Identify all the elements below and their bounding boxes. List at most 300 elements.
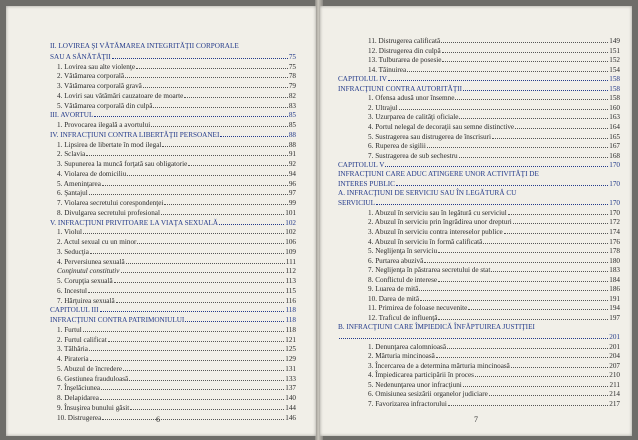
toc-entry-page: 140 bbox=[285, 394, 296, 402]
dot-leader bbox=[102, 179, 288, 186]
dot-leader bbox=[447, 342, 608, 349]
toc-entry-title: 5. Neglijenţa în serviciu bbox=[368, 247, 438, 256]
toc-entry bbox=[57, 227, 296, 236]
toc-heading bbox=[50, 110, 296, 119]
toc-entry-title: 6. Omisiunea sesizării organelor judiciare bbox=[368, 390, 488, 399]
dot-leader bbox=[240, 42, 295, 48]
toc-entry bbox=[368, 370, 620, 379]
toc-entry-page: 75 bbox=[288, 52, 296, 61]
toc-entry-page: 82 bbox=[288, 91, 296, 100]
toc-entry-page: 91 bbox=[288, 150, 296, 159]
dot-leader bbox=[463, 380, 609, 387]
toc-heading bbox=[50, 315, 296, 324]
toc-entry bbox=[368, 313, 620, 322]
toc-entry-page: 102 bbox=[285, 218, 296, 227]
toc-entry-page: 170 bbox=[609, 180, 620, 189]
toc-entry-title: 6. Şantajul bbox=[57, 189, 88, 198]
toc-entry-title: 8. Conflictul de interese bbox=[368, 275, 438, 284]
toc-entry bbox=[368, 151, 620, 160]
dot-leader bbox=[517, 189, 619, 195]
toc-entry-title: INTERES PUBLIC bbox=[338, 180, 395, 189]
toc-entry-title: 8. Delapidarea bbox=[57, 394, 99, 402]
toc-entry-page: 101 bbox=[285, 208, 296, 217]
dot-leader bbox=[94, 110, 287, 117]
toc-entry-page: 115 bbox=[285, 286, 296, 295]
dot-leader bbox=[161, 208, 284, 215]
toc-entry bbox=[57, 169, 296, 178]
toc-entry-title: 3. Uzurparea de calităţi oficiale bbox=[368, 113, 459, 122]
toc-entry-page: 183 bbox=[609, 266, 620, 275]
toc-entry-title: 7. Favorizarea infractorului bbox=[368, 399, 447, 408]
toc-heading bbox=[338, 160, 620, 169]
toc-heading bbox=[338, 198, 620, 207]
dot-leader bbox=[419, 284, 608, 291]
toc-entry bbox=[57, 296, 296, 305]
toc-entry-title: 11. Primirea de foloase necuvenite bbox=[368, 304, 468, 313]
toc-entry bbox=[368, 55, 620, 64]
toc-entry-title: 2. Mărturia mincinoasă bbox=[368, 352, 435, 361]
toc-entry-title: 2. Furtul calificat bbox=[57, 335, 107, 344]
toc-entry-title: 4. Loviri sau vătămări cauzatoare de moarte bbox=[57, 91, 184, 100]
toc-entry bbox=[57, 364, 296, 373]
dot-leader bbox=[463, 84, 608, 91]
toc-entry bbox=[57, 266, 296, 275]
toc-entry-title: Conţinutul constitutiv bbox=[57, 267, 120, 276]
dot-leader bbox=[102, 413, 284, 420]
toc-entry-title: 5. Vătămarea corporală din culpă bbox=[57, 101, 153, 110]
toc-entry-title: 7. Violarea secretului corespondenţei bbox=[57, 199, 164, 207]
toc-entry-page: 118 bbox=[285, 316, 296, 324]
dot-leader bbox=[385, 160, 608, 167]
toc-entry-page: 88 bbox=[288, 130, 296, 139]
toc-entry bbox=[57, 237, 296, 246]
toc-entry bbox=[57, 149, 296, 158]
toc-entry-page: 137 bbox=[285, 384, 296, 393]
toc-entry-page: 210 bbox=[609, 371, 620, 380]
toc-entry-title: SAU A SĂNĂTĂŢII bbox=[50, 52, 111, 61]
toc-entry-title: 9. Însuşirea bunului găsit bbox=[57, 403, 130, 412]
toc-entry-page: 99 bbox=[288, 199, 296, 207]
toc-entry-page: 184 bbox=[609, 275, 620, 284]
toc-entry-title: 1. Furtul bbox=[57, 325, 82, 334]
toc-entry-page: 75 bbox=[288, 62, 296, 71]
toc-entry bbox=[368, 112, 620, 121]
toc-entry-page: 176 bbox=[609, 237, 620, 246]
toc-entry-title: 1. Lipsirea de libertate în mod ilegal bbox=[57, 140, 162, 149]
dot-leader bbox=[438, 275, 608, 282]
toc-entry-title: 4. Pirateria bbox=[57, 355, 89, 363]
toc-entry-page: 146 bbox=[285, 413, 296, 422]
dot-leader bbox=[399, 103, 609, 110]
toc-entry-title: INFRACŢIUNI CARE ADUC ATINGERE UNOR ACTIVITĂŢI DE bbox=[338, 169, 539, 178]
toc-entry-page: 79 bbox=[288, 82, 296, 90]
toc-heading bbox=[338, 179, 620, 188]
toc-entry bbox=[368, 265, 620, 274]
toc-entry bbox=[368, 65, 620, 74]
toc-entry bbox=[57, 257, 296, 266]
dot-leader bbox=[188, 159, 287, 166]
dot-leader bbox=[438, 313, 608, 320]
dot-leader bbox=[508, 208, 608, 215]
toc-entry-page: 191 bbox=[609, 294, 620, 303]
toc-entry bbox=[368, 122, 620, 131]
toc-entry bbox=[368, 303, 620, 312]
toc-entry-page: 78 bbox=[288, 72, 296, 81]
toc-entry-page: 201 bbox=[609, 333, 620, 342]
dot-leader bbox=[388, 74, 608, 81]
toc-entry bbox=[57, 91, 296, 100]
dot-leader bbox=[137, 237, 284, 244]
dot-leader bbox=[130, 403, 284, 410]
toc-entry-page: 96 bbox=[288, 179, 296, 188]
dot-leader bbox=[219, 218, 284, 225]
toc-entry bbox=[368, 217, 620, 226]
toc-entry-page: 113 bbox=[285, 277, 296, 285]
toc-entry-title: 10. Darea de mită bbox=[368, 294, 420, 303]
toc-entry bbox=[57, 393, 296, 402]
dot-leader bbox=[108, 335, 285, 342]
dot-leader bbox=[436, 351, 608, 358]
dot-leader bbox=[492, 132, 608, 139]
toc-entry-title: 2. Actul sexual cu un minor bbox=[57, 238, 137, 246]
toc-entry-title: V. INFRACŢIUNI PRIVITOARE LA VIAŢA SEXUALĂ bbox=[50, 218, 219, 227]
toc-entry-page: 170 bbox=[609, 161, 620, 170]
toc-entry bbox=[368, 46, 620, 55]
toc-entry-page: 167 bbox=[609, 142, 620, 151]
toc-entry-page: 170 bbox=[609, 199, 620, 208]
toc-entry bbox=[368, 93, 620, 102]
toc-entry-page: 151 bbox=[609, 46, 620, 55]
toc-entry-title: 3. Tâlhăria bbox=[57, 345, 88, 354]
dot-leader bbox=[442, 55, 608, 62]
toc-heading bbox=[338, 74, 620, 83]
toc-entry-title: 4. Perversiunea sexuală bbox=[57, 257, 125, 266]
toc-entry-title: 4. Abuzul în serviciu în formă calificată bbox=[368, 237, 483, 246]
toc-entry-title: 2. Abuzul în serviciu prin îngrădirea unor drepturi bbox=[368, 218, 512, 227]
dot-leader bbox=[123, 364, 284, 371]
toc-heading bbox=[50, 305, 296, 314]
toc-entry bbox=[368, 208, 620, 217]
toc-entry-title: 5. Abuzul de încredere bbox=[57, 364, 123, 373]
toc-entry-page: 158 bbox=[609, 75, 620, 84]
toc-entry-title: 1. Violul bbox=[57, 228, 82, 237]
dot-leader bbox=[125, 71, 288, 78]
toc-entry-title: B. INFRACŢIUNI CARE ÎMPIEDICĂ ÎNFĂPTUIREA JUSTIŢIEI bbox=[338, 322, 535, 331]
dot-leader bbox=[442, 46, 609, 53]
toc-entry-title: 3. Vătămarea corporală gravă bbox=[57, 82, 142, 90]
dot-leader bbox=[116, 296, 285, 303]
dot-leader bbox=[491, 265, 608, 272]
toc-entry-page: 112 bbox=[285, 267, 296, 276]
toc-entry-page: 109 bbox=[285, 247, 296, 256]
toc-entry-title: 10. Distrugerea bbox=[57, 413, 102, 422]
toc-entry bbox=[368, 256, 620, 265]
toc-entry-title: A. INFRACŢIUNI DE SERVICIU SAU ÎN LEGĂTURĂ CU bbox=[338, 188, 517, 197]
toc-entry-page: 194 bbox=[609, 304, 620, 313]
right-page bbox=[320, 6, 632, 436]
dot-leader bbox=[441, 36, 608, 43]
toc-entry-title: 1. Denunţarea calomnioasă bbox=[368, 342, 447, 351]
toc-entry-page: 160 bbox=[609, 103, 620, 112]
toc-entry-page: 94 bbox=[288, 169, 296, 178]
toc-heading bbox=[338, 332, 620, 341]
toc-entry-title: 4. Portul nelegal de decoraţii sau semne distinctive bbox=[368, 122, 515, 131]
toc-entry bbox=[57, 286, 296, 295]
toc-entry-page: 144 bbox=[285, 403, 296, 412]
toc-entry bbox=[368, 237, 620, 246]
toc-heading bbox=[50, 130, 296, 139]
dot-leader bbox=[90, 354, 285, 361]
toc-entry-title: INFRACŢIUNI CONTRA AUTORITĂŢII bbox=[338, 84, 463, 93]
toc-entry bbox=[368, 389, 620, 398]
toc-entry-title: 3. Abuzul în serviciu contra intereselor publice bbox=[368, 228, 503, 236]
toc-entry-title: 3. Seducţia bbox=[57, 247, 89, 256]
dot-leader bbox=[511, 361, 608, 368]
toc-entry-page: 131 bbox=[285, 364, 296, 373]
toc-heading bbox=[50, 42, 296, 51]
toc-entry-title: 2. Vătămarea corporală bbox=[57, 72, 125, 81]
dot-leader bbox=[513, 217, 609, 224]
toc-entry-title: 5. Corupţia sexuală bbox=[57, 277, 113, 285]
toc-entry-title: 3. Supunerea la muncă forţată sau obligatorie bbox=[57, 160, 188, 168]
dot-leader bbox=[164, 198, 287, 205]
toc-entry-title: 6. Gestiunea frauduloasă bbox=[57, 374, 129, 383]
dot-leader bbox=[438, 246, 608, 253]
toc-entry-page: 204 bbox=[609, 352, 620, 361]
toc-entry-title: 7. Înşelăciunea bbox=[57, 384, 101, 393]
dot-leader bbox=[427, 141, 608, 148]
dot-leader bbox=[455, 93, 608, 100]
dot-leader bbox=[515, 122, 608, 129]
dot-leader bbox=[153, 101, 287, 108]
dot-leader bbox=[90, 247, 284, 254]
toc-entry-title: 9. Luarea de mită bbox=[368, 285, 419, 294]
toc-entry-page: 168 bbox=[609, 151, 620, 160]
toc-entry bbox=[57, 247, 296, 256]
toc-entry bbox=[368, 246, 620, 255]
toc-heading bbox=[338, 170, 620, 179]
toc-entry-page: 116 bbox=[285, 296, 296, 305]
toc-entry-page: 211 bbox=[609, 380, 620, 389]
dot-leader bbox=[475, 370, 608, 377]
toc-entry bbox=[57, 71, 296, 80]
toc-entry bbox=[57, 335, 296, 344]
dot-leader bbox=[448, 399, 608, 406]
toc-heading bbox=[338, 323, 620, 332]
toc-entry-page: 125 bbox=[285, 345, 296, 354]
dot-leader bbox=[86, 149, 287, 156]
dot-leader bbox=[536, 323, 619, 329]
toc-entry-title: 14. Tăinuirea bbox=[368, 65, 407, 74]
toc-entry-title: 2. Sclavia bbox=[57, 150, 86, 159]
toc-entry-title: INFRACŢIUNI CONTRA PATRIMONIULUI bbox=[50, 316, 185, 324]
toc-entry bbox=[57, 188, 296, 197]
toc-entry-title: 6. Purtarea abuzivă bbox=[368, 256, 424, 265]
dot-leader bbox=[121, 266, 285, 273]
toc-entry-page: 170 bbox=[609, 208, 620, 217]
toc-entry-title: 5. Ameninţarea bbox=[57, 179, 101, 188]
dot-leader bbox=[88, 286, 285, 293]
toc-entry-title: 1. Provocarea ilegală a avortului bbox=[57, 121, 151, 129]
toc-entry bbox=[57, 413, 296, 422]
toc-entry-title: CAPITOLUL III bbox=[50, 306, 99, 315]
toc-entry bbox=[57, 81, 296, 90]
dot-leader bbox=[184, 91, 287, 98]
toc-entry-title: 5. Nedenunţarea unor infracţiuni bbox=[368, 380, 462, 389]
page-number: 6 bbox=[156, 415, 160, 424]
toc-entry bbox=[368, 103, 620, 112]
toc-entry-title: 7. Hărţuirea sexuală bbox=[57, 296, 115, 305]
dot-leader bbox=[483, 237, 608, 244]
toc-entry-title: 12. Traficul de influenţă bbox=[368, 313, 438, 322]
toc-entry bbox=[368, 275, 620, 284]
toc-entry-title: 4. Violarea de domiciliu bbox=[57, 169, 127, 178]
toc-entry bbox=[57, 140, 296, 149]
dot-leader bbox=[540, 170, 619, 176]
dot-leader bbox=[162, 140, 287, 147]
toc-entry bbox=[368, 284, 620, 293]
dot-leader bbox=[112, 52, 288, 59]
dot-leader bbox=[504, 227, 608, 234]
dot-leader bbox=[100, 305, 285, 312]
dot-leader bbox=[376, 198, 608, 205]
dot-leader bbox=[143, 81, 288, 88]
toc-entry bbox=[368, 342, 620, 351]
toc-entry-page: 92 bbox=[288, 160, 296, 168]
dot-leader bbox=[459, 112, 608, 119]
toc-entry-title: II. LOVIREA ŞI VĂTĂMAREA INTEGRITĂŢII CORPORALE bbox=[50, 42, 239, 50]
toc-entry-page: 88 bbox=[288, 140, 296, 149]
toc-entry-title: 3. Încercarea de a determina mărturia mincinoasă bbox=[368, 361, 510, 370]
toc-entry-page: 133 bbox=[285, 374, 296, 383]
toc-entry-page: 207 bbox=[609, 361, 620, 370]
toc-entry bbox=[368, 351, 620, 360]
toc-entry-page: 85 bbox=[288, 121, 296, 129]
toc-entry-page: 214 bbox=[609, 390, 620, 399]
toc-entry bbox=[57, 403, 296, 412]
toc-entry-page: 164 bbox=[609, 122, 620, 131]
toc-entry-title: SERVICIUL bbox=[338, 199, 375, 208]
toc-entry-page: 197 bbox=[609, 313, 620, 322]
dot-leader bbox=[136, 62, 288, 69]
toc-entry-title: 4. Împiedicarea participării în proces bbox=[368, 371, 474, 380]
dot-leader bbox=[126, 257, 285, 264]
toc-entry-page: 149 bbox=[609, 37, 620, 45]
toc-entry bbox=[368, 36, 620, 45]
toc-entry-page: 165 bbox=[609, 132, 620, 141]
toc-entry-page: 163 bbox=[609, 113, 620, 122]
toc-entry bbox=[57, 62, 296, 71]
toc-entry bbox=[368, 380, 620, 389]
dot-leader bbox=[83, 325, 285, 332]
toc-entry-page: 106 bbox=[285, 238, 296, 246]
toc-entry-page: 174 bbox=[609, 228, 620, 236]
toc-entry bbox=[57, 383, 296, 392]
toc-entry bbox=[57, 208, 296, 217]
toc-entry-page: 154 bbox=[609, 65, 620, 74]
dot-leader bbox=[129, 374, 284, 381]
toc-entry bbox=[368, 399, 620, 408]
toc-entry-page: 85 bbox=[288, 111, 296, 120]
dot-leader bbox=[489, 389, 608, 396]
dot-leader bbox=[89, 188, 288, 195]
toc-entry bbox=[57, 344, 296, 353]
toc-entry-title: 1. Ofensa adusă unor însemne bbox=[368, 94, 455, 103]
toc-entry bbox=[57, 159, 296, 168]
toc-entry bbox=[57, 101, 296, 110]
toc-entry-title: 8. Divulgarea secretului profesional bbox=[57, 208, 160, 217]
toc-entry-page: 158 bbox=[609, 84, 620, 93]
toc-entry-page: 217 bbox=[609, 399, 620, 408]
toc-entry-page: 102 bbox=[285, 228, 296, 237]
dot-leader bbox=[407, 65, 608, 72]
dot-leader bbox=[459, 151, 609, 158]
toc-heading bbox=[338, 84, 620, 93]
toc-entry-page: 180 bbox=[609, 256, 620, 265]
toc-entry bbox=[368, 361, 620, 370]
left-page bbox=[6, 6, 316, 436]
dot-leader bbox=[89, 344, 284, 351]
toc-entry-title: CAPITOLUL V bbox=[338, 161, 385, 170]
toc-entry-page: 111 bbox=[285, 257, 296, 266]
toc-heading bbox=[50, 52, 296, 61]
toc-entry-title: 7. Sustragerea de sub sechestru bbox=[368, 151, 458, 160]
toc-entry bbox=[368, 227, 620, 236]
toc-entry-page: 158 bbox=[609, 94, 620, 103]
toc-entry bbox=[368, 141, 620, 150]
dot-leader bbox=[185, 315, 284, 322]
dot-leader bbox=[83, 227, 284, 234]
toc-entry-page: 83 bbox=[288, 101, 296, 110]
toc-entry-title: IV. INFRACŢIUNI CONTRA LIBERTĂŢII PERSOANEI bbox=[50, 130, 220, 139]
dot-leader bbox=[468, 303, 608, 310]
toc-entry-page: 152 bbox=[609, 56, 620, 65]
toc-entry-title: 1. Abuzul în serviciu sau în legătură cu serviciul bbox=[368, 208, 507, 217]
toc-entry bbox=[57, 374, 296, 383]
toc-entry bbox=[368, 132, 620, 141]
dot-leader bbox=[420, 294, 608, 301]
toc-entry bbox=[368, 294, 620, 303]
toc-entry-title: 12. Distrugerea din culpă bbox=[368, 46, 441, 55]
toc-entry-title: 6. Incestul bbox=[57, 286, 87, 295]
toc-entry-title: 2. Ultrajul bbox=[368, 103, 398, 112]
dot-leader bbox=[101, 383, 284, 390]
toc-entry-title: III. AVORTUL bbox=[50, 111, 94, 120]
toc-entry-title: 6. Ruperea de sigilii bbox=[368, 142, 426, 151]
toc-entry-page: 129 bbox=[285, 355, 296, 363]
dot-leader bbox=[220, 130, 287, 137]
page-number: 7 bbox=[474, 415, 478, 424]
toc-entry-title: 5. Sustragerea sau distrugerea de înscrisuri bbox=[368, 132, 491, 141]
toc-entry-page: 118 bbox=[285, 306, 296, 315]
toc-entry-page: 172 bbox=[609, 218, 620, 227]
toc-entry bbox=[57, 179, 296, 188]
toc-entry bbox=[57, 120, 296, 129]
toc-entry-page: 118 bbox=[285, 325, 296, 334]
toc-entry-title: 7. Neglijenţa în păstrarea secretului de stat bbox=[368, 266, 491, 275]
dot-leader bbox=[100, 393, 284, 400]
dot-leader bbox=[127, 169, 288, 176]
toc-entry-page: 186 bbox=[609, 285, 620, 294]
dot-leader bbox=[151, 120, 288, 127]
toc-entry-title: 11. Distrugerea calificată bbox=[368, 37, 441, 45]
toc-entry-page: 121 bbox=[285, 335, 296, 344]
dot-leader bbox=[114, 276, 285, 283]
toc-entry bbox=[57, 325, 296, 334]
dot-leader bbox=[424, 256, 608, 263]
toc-entry-title: 1. Lovirea sau alte violenţe bbox=[57, 62, 136, 71]
dot-leader bbox=[339, 332, 608, 339]
